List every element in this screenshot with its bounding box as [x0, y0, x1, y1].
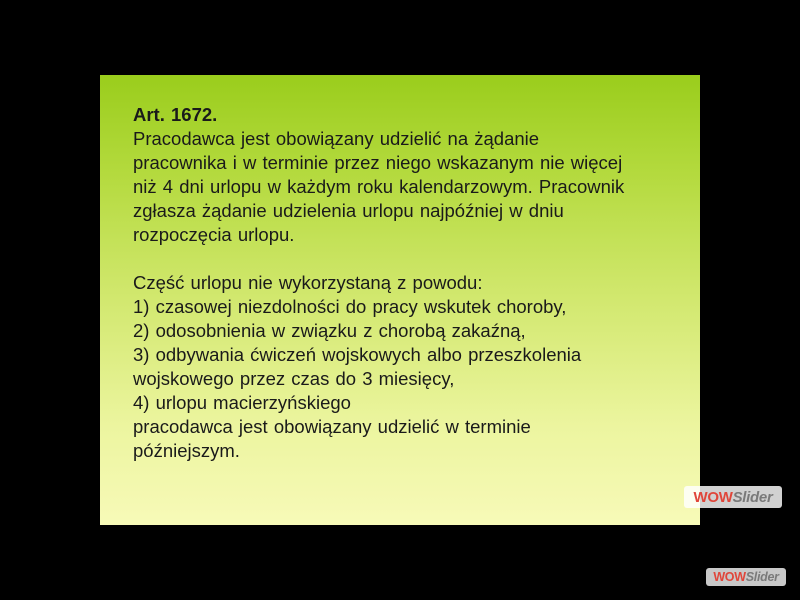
paragraph1-line: pracownika i w terminie przez niego wskazanym nie więcej: [133, 152, 623, 173]
paragraph1-line: Pracodawca jest obowiązany udzielić na żądanie: [133, 128, 540, 149]
list-item-2: 2) odosobnienia w związku z chorobą zakaźną,: [133, 320, 526, 341]
article-title: Art. 1672.: [133, 104, 218, 125]
paragraph2-line: Część urlopu nie wykorzystaną z powodu:: [133, 272, 483, 293]
list-item-3-continuation: wojskowego przez czas do 3 miesięcy,: [133, 368, 455, 389]
paragraph1-line: zgłasza żądanie udzielenia urlopu najpóźniej w dniu: [133, 200, 564, 221]
logo-text-wow: WOW: [693, 488, 733, 506]
logo-text-wow: WOW: [713, 570, 746, 584]
logo-text-slider: Slider: [732, 488, 773, 506]
slide[interactable]: [100, 75, 700, 525]
paragraph1-line: rozpoczęcia urlopu.: [133, 224, 295, 245]
wowslider-watermark-logo[interactable]: [684, 486, 782, 508]
paragraph2-line: pracodawca jest obowiązany udzielić w terminie: [133, 416, 531, 437]
paragraph2-line: późniejszym.: [133, 440, 240, 461]
paragraph1-line: niż 4 dni urlopu w każdym roku kalendarzowym. Pracownik: [133, 176, 625, 197]
list-item-3: 3) odbywania ćwiczeń wojskowych albo przeszkolenia: [133, 344, 582, 365]
paragraph-spacer: [133, 247, 670, 271]
list-item-1: 1) czasowej niezdolności do pracy wskutek choroby,: [133, 296, 567, 317]
list-item-4: 4) urlopu macierzyńskiego: [133, 392, 351, 413]
logo-text-slider: Slider: [745, 570, 779, 584]
slide-text-block: [133, 103, 670, 463]
wowslider-corner-logo[interactable]: [706, 568, 786, 586]
